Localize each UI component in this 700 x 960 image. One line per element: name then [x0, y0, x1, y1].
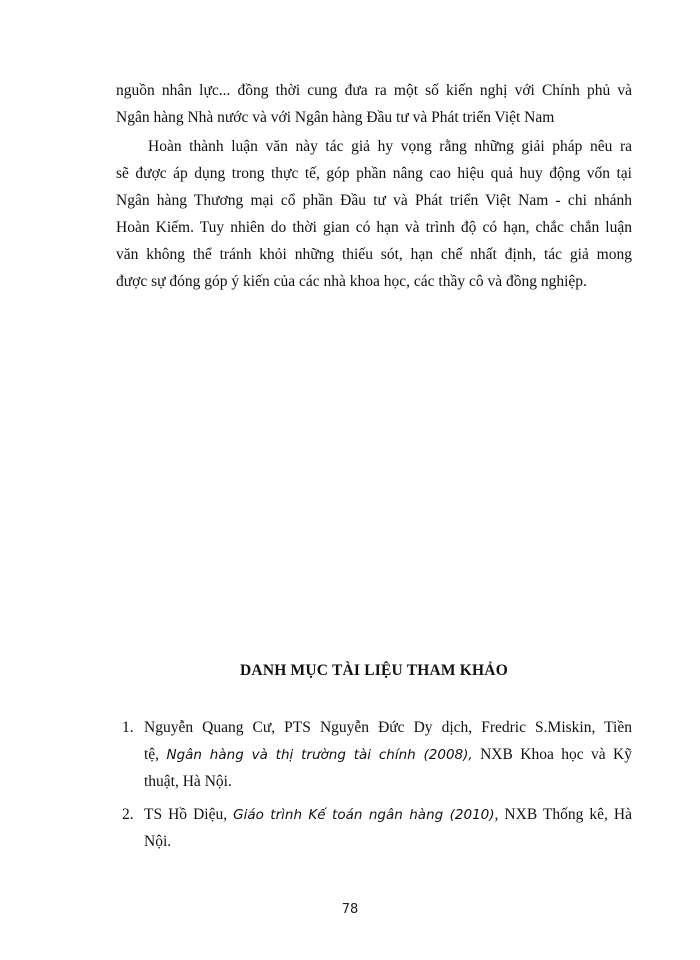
references-list: [116, 714, 632, 861]
references-heading: DANH MỤC TÀI LIỆU THAM KHẢO: [240, 662, 508, 679]
paragraph-line: được sự đóng góp ý kiến của các nhà khoa học, các thầy cô và đồng nghiệp.: [116, 273, 587, 290]
paragraph-line: Hoàn Kiếm. Tuy nhiên do thời gian có hạn và trình độ có hạn, chắc chắn luận: [116, 219, 632, 236]
reference-publisher: , NXB Thống kê, Hà: [494, 806, 632, 823]
paragraph-continuation: [116, 77, 632, 131]
reference-line: [144, 741, 632, 768]
paragraph-line: văn không thể tránh khỏi những thiếu sót, hạn chế nhất định, tác giả mong: [116, 246, 632, 263]
paragraph-line: Ngân hàng Nhà nước và với Ngân hàng Đầu tư và Phát triển Việt Nam: [116, 109, 555, 126]
reference-title: Ngân hàng và thị trường tài chính (2008),: [166, 747, 473, 763]
page-number: 78: [341, 902, 359, 917]
paragraph-line: nguồn nhân lực... đồng thời cung đưa ra một số kiến nghị với Chính phủ và: [116, 82, 632, 99]
paragraph-conclusion: [116, 133, 632, 295]
paragraph-line: Hoàn thành luận văn này tác giả hy vọng rằng những giải pháp nêu ra: [148, 138, 632, 155]
paragraph-line: Ngân hàng Thương mại cổ phần Đầu tư và Phát triển Việt Nam - chi nhánh: [116, 192, 632, 209]
reference-number: 1.: [122, 719, 134, 736]
reference-line: Nội.: [144, 833, 172, 850]
reference-line: thuật, Hà Nội.: [144, 773, 232, 790]
reference-title: Giáo trình Kế toán ngân hàng (2010): [233, 807, 495, 823]
reference-line: Nguyễn Quang Cư, PTS Nguyễn Đức Dy dịch, Fredric S.Miskin, Tiền: [144, 719, 632, 736]
reference-item: [116, 801, 632, 855]
reference-item: [116, 714, 632, 795]
reference-publisher: NXB Khoa học và Kỹ: [472, 746, 632, 763]
reference-number: 2.: [122, 806, 134, 823]
reference-author: TS Hồ Diệu,: [144, 806, 234, 823]
reference-line: [144, 801, 632, 828]
reference-text: tệ,: [144, 746, 167, 763]
paragraph-line: sẽ được áp dụng trong thực tế, góp phần nâng cao hiệu quả huy động vốn tại: [116, 165, 632, 182]
